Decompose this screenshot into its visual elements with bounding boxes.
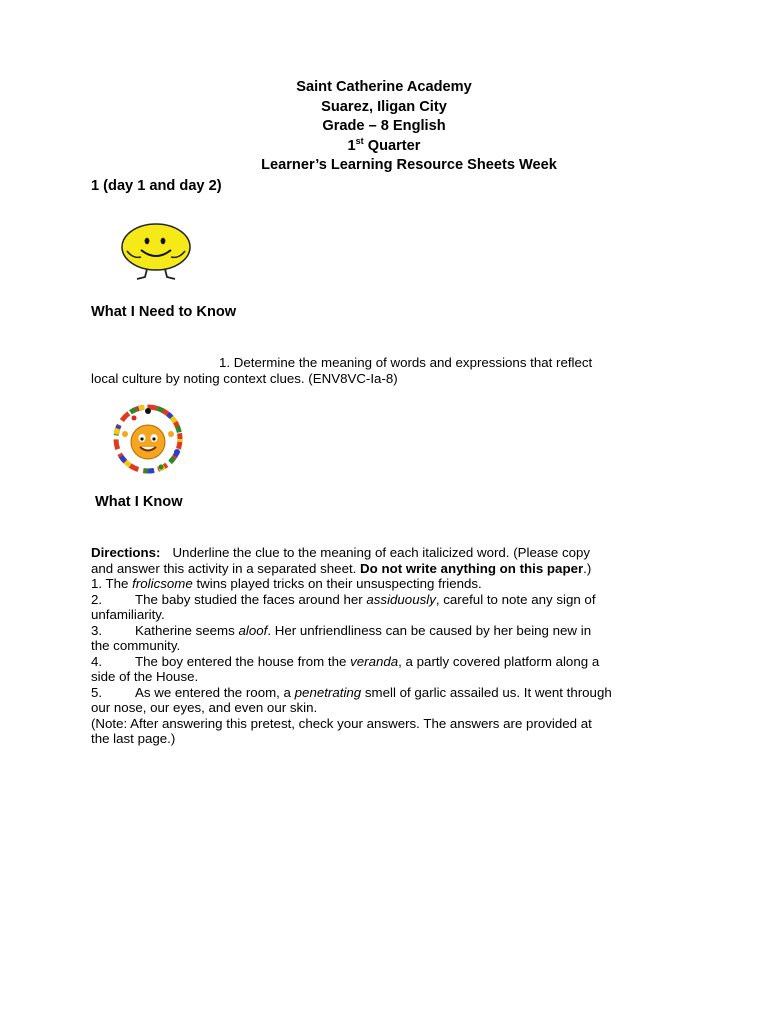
note-line-1: (Note: After answering this pretest, check your answers. The answers are provided at <box>91 715 592 731</box>
directions-line-2: and answer this activity in a separated sheet. Do not write anything on this paper.) <box>91 560 592 576</box>
grade-subject: Grade – 8 English <box>322 118 446 134</box>
directions-warning: Do not write anything on this paper <box>360 560 584 576</box>
juggling-emoji-icon <box>103 400 193 477</box>
what-i-know-heading: What I Know <box>95 494 183 510</box>
objective-line-2: local culture by noting context clues. (ENV8VC-Ia-8) <box>91 371 398 386</box>
note-line-2: the last page.) <box>91 731 176 746</box>
pretest-directions <box>91 545 691 747</box>
need-to-know-heading: What I Need to Know <box>91 304 237 320</box>
list-item: 1. The frolicsome twins played tricks on their unsuspecting friends. <box>91 576 482 591</box>
sheet-title-continued: 1 (day 1 and day 2) <box>91 178 222 194</box>
smiley-face-icon <box>111 221 201 283</box>
list-item-continued: unfamiliarity. <box>91 607 165 622</box>
school-name: Saint Catherine Academy <box>296 79 472 95</box>
list-item-continued: the community. <box>91 638 181 653</box>
directions-line-1: Directions: Underline the clue to the meaning of each italicized word. (Please copy <box>91 545 591 560</box>
school-location: Suarez, Iligan City <box>321 98 447 115</box>
list-item-continued: our nose, our eyes, and even our skin. <box>91 700 318 715</box>
directions-label: Directions: <box>91 545 161 560</box>
list-item: 3. Katherine seems aloof. Her unfriendliness can be caused by her being new in <box>91 622 592 638</box>
sheet-title: Learner’s Learning Resource Sheets Week <box>261 157 557 173</box>
list-item-continued: side of the House. <box>91 669 199 684</box>
objective-line-1: 1. Determine the meaning of words and expressions that reflect <box>219 355 593 370</box>
list-item: 4. The boy entered the house from the veranda, a partly covered platform along a <box>91 653 600 669</box>
list-item: 2. The baby studied the faces around her assiduously, careful to note any sign of <box>91 591 596 607</box>
learning-objective <box>91 355 691 387</box>
document-header <box>0 78 768 176</box>
quarter: 1st Quarter <box>347 135 421 154</box>
list-item: 5. As we entered the room, a penetrating smell of garlic assailed us. It went through <box>91 684 612 700</box>
